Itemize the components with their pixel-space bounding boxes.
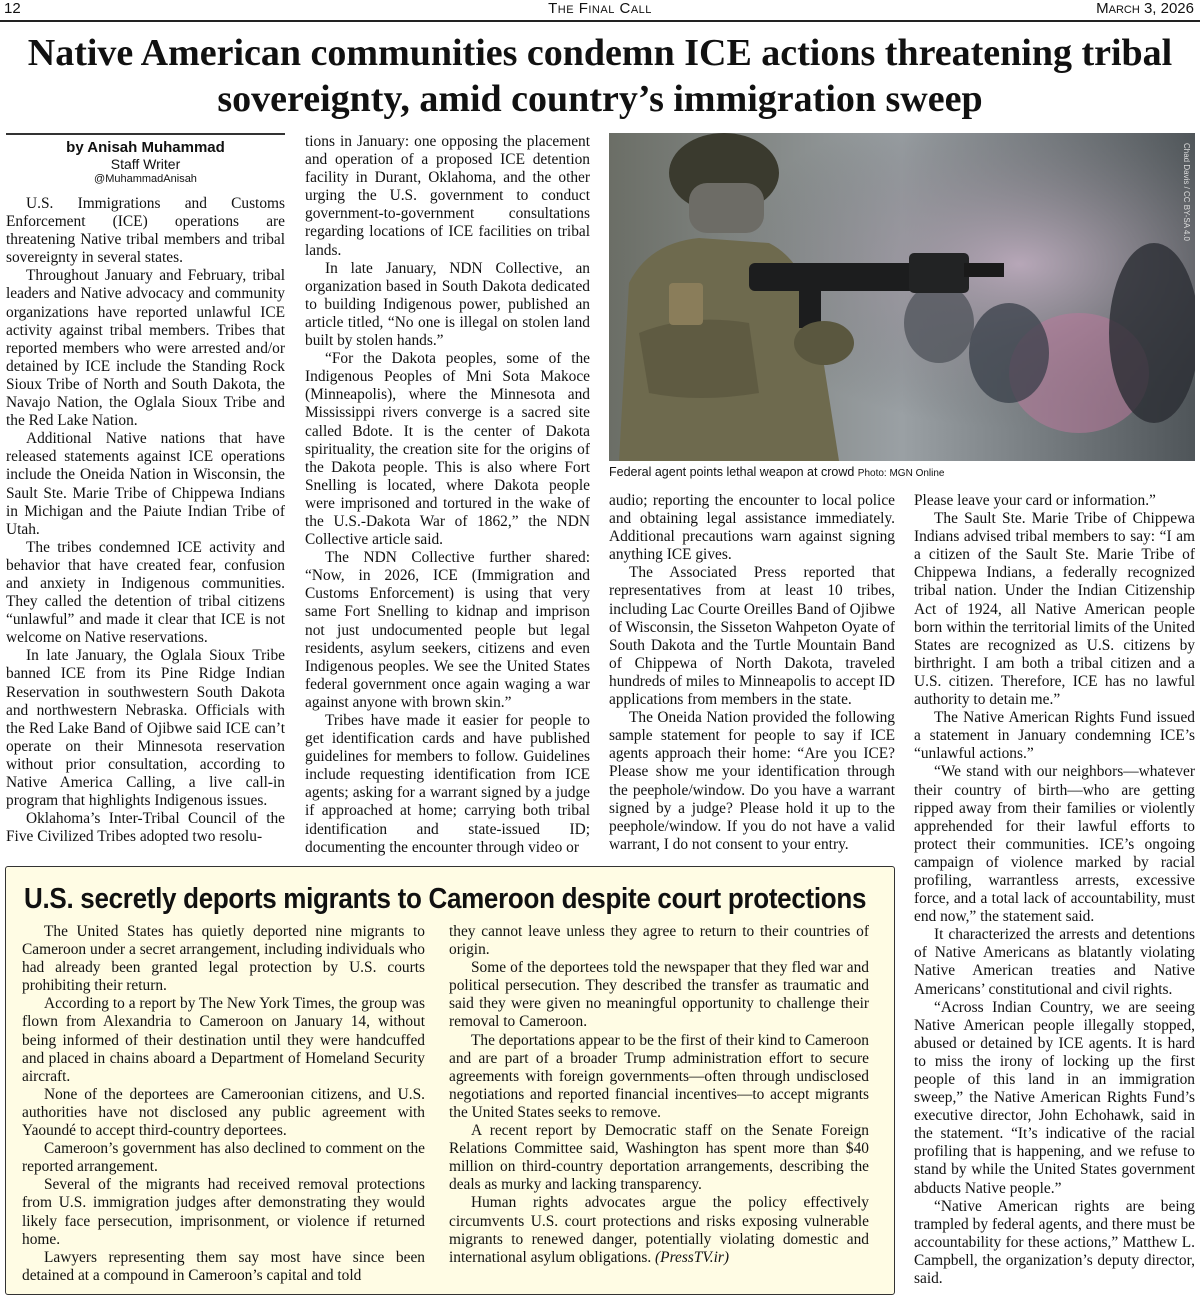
article-column-2 [305,133,590,860]
sidebar-column-1 [22,923,425,1289]
paragraph: According to a report by The New York Times, the group was flown from Alexandria to Cameroon on January 14, without being informed of their destination until they were handcuffed and placed in chains aboard a Department of Homeland Security aircraft. [22,995,425,1085]
paragraph: The Oneida Nation provided the following sample statement for people to say if ICE agents approach their home: “Are you ICE? Please show me your identification through the peephole/window. Do you have a warrant signed by a judge? Please hold it up to the peephole/window. If you do not have a valid warrant, I do not consent to your entry. [609,709,895,853]
sidebar-story-box [5,866,895,1295]
sidebar-column-2 [449,923,869,1289]
source-credit: (PressTV.ir) [655,1248,730,1266]
author-handle: @MuhammadAnisah [94,173,197,185]
paragraph [449,1194,869,1266]
article-column-3 [609,492,895,860]
paragraph: It characterized the arrests and detentions of Native Americans as blatantly violating Native American treaties and Native Americans’ constitutional and civil rights. [914,926,1195,998]
page-number: 12 [4,0,21,17]
paragraph: A recent report by Democratic staff on the Senate Foreign Relations Committee said, Washington has spent more than $40 million on third-country deportation arrangements, describing the deals as murky and lacking transparency. [449,1122,869,1194]
author-title: Staff Writer [110,156,181,172]
paragraph: The tribes condemned ICE activity and behavior that have created fear, confusion and anxiety in Indigenous communities. They called the detention of tribal citizens “unlawful” and made it clear that ICE is not welcome on Native reservations. [6,538,285,647]
masthead: The Final Call [548,0,652,17]
paragraph: The Native American Rights Fund issued a statement in January condemning ICE’s “unlawful actions.” [914,709,1195,763]
paragraph: Cameroon’s government has also declined to comment on the reported arrangement. [22,1140,425,1176]
paragraph: Tribes have made it easier for people to get identification cards and have published guidelines for members to follow. Guidelines include requesting identification from ICE agents; asking for a warrant signed by a judge if approached at home; carrying both tribal identification and state-issued ID; documenting the encounter through video or [305,712,590,856]
paragraph: In late January, the Oglala Sioux Tribe banned ICE from its Pine Ridge Indian Reservation in southwestern South Dakota and northwestern Nebraska. Officials with the Red Lake Band of Ojibwe said ICE can’t operate on their Minnesota reservation without prior consultation, according to Native America Calling, a live call-in program that highlights Indigenous issues. [6,647,285,810]
issue-date: March 3, 2026 [1096,0,1194,17]
paragraph: Several of the migrants had received removal protections from U.S. immigration judges after demonstrating they would likely face persecution, imprisonment, or violence if returned home. [22,1176,425,1248]
agent-photo-illustration [609,133,1195,461]
paragraph: Lawyers representing them say most have since been detained at a compound in Cameroon’s capital and told [22,1248,425,1284]
byline [6,133,285,187]
caption-text: Federal agent points lethal weapon at crowd [609,465,855,479]
paragraph: The Associated Press reported that representatives from at least 10 tribes, including Lac Courte Oreilles Band of Ojibwe of Wisconsin, the Sisseton Wahpeton Oyate of South Dakota and the Turtle Mountain Band of Chippewa of North Dakota, traveled hundreds of miles to Minneapolis to accept ID applications from members in the state. [609,564,895,709]
paragraph: they cannot leave unless they agree to return to their countries of origin. [449,923,869,959]
paragraph: “We stand with our neighbors—whatever their country of birth—who are getting ripped away from their families or violently apprehended for their lawful efforts to protect their communities. ICE’s ongoing campaign of violence marked by racial profiling, warrantless arrests, excessive force, and a total lack of accountability, must end now,” the statement said. [914,763,1195,926]
paragraph: Please leave your card or information.” [914,492,1156,509]
news-photo [609,133,1195,461]
paragraph: The NDN Collective further shared: “Now, in 2026, ICE (Immigration and Customs Enforcement) is using that very same Fort Snelling to kidnap and imprison not just undocumented people but legal residents, asylum seekers, citizens and even Indigenous peoples. We see the United States federal government once again waging a war against anyone with brown skin.” [305,549,590,711]
paragraph: None of the deportees are Cameroonian citizens, and U.S. authorities have not disclosed any public agreement with Yaoundé to accept third-country deportees. [22,1085,425,1140]
paragraph: The United States has quietly deported nine migrants to Cameroon under a secret arrangement, including individuals who had already been granted legal protection by U.S. courts prohibiting their return. [22,923,425,995]
author-name: by Anisah Muhammad [66,139,225,156]
article-column-4 [914,492,1195,1296]
paragraph-text: Human rights advocates argue the policy effectively circumvents U.S. court protections and risks exposing vulnerable migrants to renewed danger, potentially violating domestic and international asylum obligations. [449,1194,869,1266]
paragraph: The deportations appear to be the first of their kind to Cameroon and are part of a broader Trump administration effort to secure agreements with foreign governments—often through undisclosed negotiations and reported financial incentives—to accept migrants the United States seeks to remove. [449,1031,869,1121]
article-headline: Native American communities condemn ICE actions threatening tribal sovereignty, amid country’s immigration sweep [27,32,1173,120]
paragraph: Some of the deportees told the newspaper that they fled war and political persecution. They described the transfer as traumatic and said they were given no meaningful opportunity to challenge their removal to Cameroon. [449,959,869,1031]
paragraph: In late January, NDN Collective, an organization based in South Dakota dedicated to building Indigenous power, published an article titled, “No one is illegal on stolen land built by stolen hands.” [305,259,590,350]
sidebar-headline: U.S. secretly deports migrants to Cameroon despite court protections [24,881,867,915]
paragraph: “Across Indian Country, we are seeing Native American people illegally stopped, abused or detained by ICE agents. It is hard to miss the irony of locking up the first people of this land in an immigration sweep,” the Native American Rights Fund’s executive director, John Echohawk, said in the statement. “It’s indicative of the racial profiling that is happening, and we refuse to stand by while the United States government abducts Native people.” [914,998,1195,1197]
paragraph: U.S. Immigrations and Customs Enforcement (ICE) operations are threatening Native tribal members and tribal sovereignty in several states. [6,195,285,267]
paragraph: “For the Dakota peoples, some of the Indigenous Peoples of Mni Sota Makoce (Minneapolis), where the Minnesota and Mississippi rivers converge is a sacred site called Bdote. It is the center of Dakota spirituality, the creation site for the origins of the Dakota people. This is also where Fort Snelling is located, where Dakota people were imprisoned and tortured in the wake of the U.S.-Dakota War of 1862,” the NDN Collective article said. [305,350,590,549]
photo-credit: Photo: MGN Online [857,468,945,479]
paragraph: tions in January: one opposing the placement and operation of a proposed ICE detention facility in Durant, Oklahoma, and the other urging the U.S. government to conduct government-to-government consultations regarding locations of ICE facilities on tribal lands. [305,133,590,259]
photo-watermark: Chad Davis / CC BY-SA 4.0 [1182,143,1191,241]
paragraph: Oklahoma’s Inter-Tribal Council of the Five Civilized Tribes adopted two resolu- [6,810,285,846]
article-column-1 [6,133,285,860]
paragraph: “Native American rights are being trampled by federal agents, and there must be accountability for these actions,” Matthew L. Campbell, the organization’s deputy director, said. [914,1197,1195,1288]
photo-caption [609,465,1195,481]
paragraph: Throughout January and February, tribal leaders and Native advocacy and community organizations have reported unlawful ICE activity against tribal members. Tribes that reported members who were arrested and/or detained by ICE include the Standing Rock Sioux Tribe of North and South Dakota, the Navajo Nation, the Oglala Sioux Tribe and the Red Lake Nation. [6,267,285,430]
paragraph: audio; reporting the encounter to local police and obtaining legal assistance immediately. Additional precautions warn against signing anything ICE gives. [609,492,895,564]
running-header [0,0,1200,22]
paragraph: The Sault Ste. Marie Tribe of Chippewa Indians advised tribal members to say: “I am a citizen of the Sault Ste. Marie Tribe of Chippewa Indians, a federally recognized tribal nation. Under the Indian Citizenship Act of 1924, all Native American people born within the territorial limits of the United States are recognized as U.S. citizens by birthright. I am both a tribal citizen and a U.S. citizen. Therefore, ICE has no lawful authority to detain me.” [914,510,1195,709]
paragraph: Additional Native nations that have released statements against ICE operations include the Oneida Nation in Wisconsin, the Sault Ste. Marie Tribe of Chippewa Indians in Michigan and the Paiute Indian Tribe of Utah. [6,430,285,538]
